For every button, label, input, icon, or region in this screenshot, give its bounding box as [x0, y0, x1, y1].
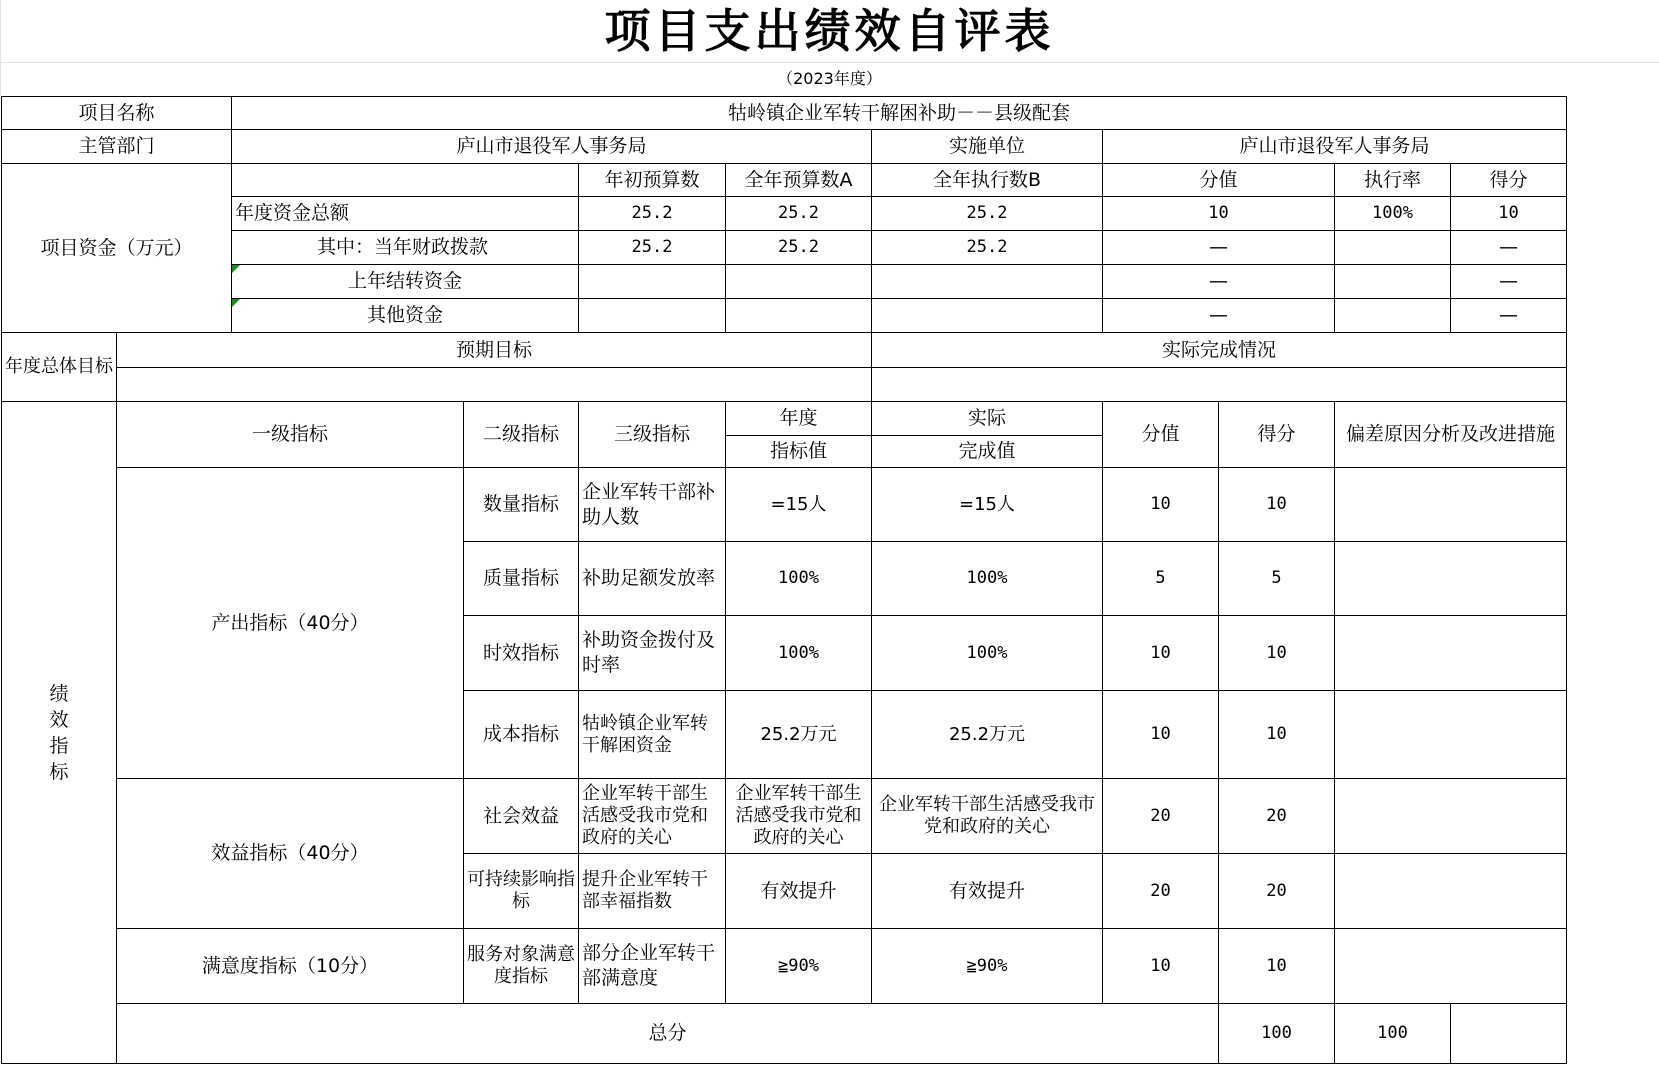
- dept-value[interactable]: 庐山市退役军人事务局: [232, 130, 872, 164]
- actual-result-header: 实际完成情况: [872, 333, 1567, 368]
- funds-row-carryover: [2, 265, 1567, 299]
- total-score-value[interactable]: 100: [1219, 1004, 1335, 1064]
- fund-item-exec[interactable]: 25.2: [872, 231, 1103, 265]
- project-name-row: [2, 97, 1567, 130]
- indicator-group-benefit: 效益指标（40分）: [117, 779, 464, 929]
- fund-item-rate[interactable]: [1335, 265, 1451, 299]
- indicator-score-value[interactable]: 20: [1103, 854, 1219, 929]
- report-year: （2023年度）: [777, 69, 882, 88]
- funds-label: 项目资金（万元）: [2, 164, 232, 333]
- project-name-value[interactable]: 牯岭镇企业军转干解困补助－－县级配套: [232, 97, 1567, 130]
- total-row: [2, 1004, 1567, 1064]
- funds-row-other: [2, 299, 1567, 333]
- indicator-score-value[interactable]: 10: [1103, 929, 1219, 1004]
- project-name-label: 项目名称: [2, 97, 232, 130]
- fund-item-score[interactable]: —: [1451, 299, 1567, 333]
- indicator-header-row: [2, 402, 1567, 436]
- indicator-level3: 部分企业军转干部满意度: [579, 929, 726, 1004]
- indicator-score[interactable]: 20: [1219, 854, 1335, 929]
- funds-header-exec: 全年执行数B: [872, 164, 1103, 197]
- fund-item-full[interactable]: [726, 265, 872, 299]
- level3-header: 三级指标: [579, 402, 726, 468]
- indicator-target[interactable]: 25.2万元: [726, 691, 872, 779]
- indicator-target[interactable]: ≧90%: [726, 929, 872, 1004]
- fund-item-rate[interactable]: [1335, 231, 1451, 265]
- level1-header: 一级指标: [117, 402, 464, 468]
- actual-value-header-bottom: 完成值: [872, 436, 1103, 468]
- fund-item-score[interactable]: —: [1451, 265, 1567, 299]
- indicator-deviation[interactable]: [1335, 542, 1567, 616]
- indicator-actual[interactable]: 25.2万元: [872, 691, 1103, 779]
- indicator-target[interactable]: 企业军转干部生活感受我市党和政府的关心: [726, 779, 872, 854]
- indicator-score-value[interactable]: 10: [1103, 616, 1219, 691]
- indicator-score-value[interactable]: 20: [1103, 779, 1219, 854]
- funds-header-score-value: 分值: [1103, 164, 1335, 197]
- expected-goal-content[interactable]: [117, 368, 872, 402]
- indicator-level2: 时效指标: [464, 616, 579, 691]
- fund-item-exec[interactable]: 25.2: [872, 197, 1103, 231]
- actual-value-header-top: 实际: [872, 402, 1103, 436]
- indicator-score[interactable]: 10: [1219, 616, 1335, 691]
- funds-row-appropriation: [2, 231, 1567, 265]
- fund-item-name: 其中：当年财政拨款: [232, 231, 579, 265]
- page-title: 项目支出绩效自评表: [0, 0, 1659, 63]
- indicator-level3: 牯岭镇企业军转干解困资金: [579, 691, 726, 779]
- indicator-row: [2, 779, 1567, 854]
- fund-item-rate[interactable]: [1335, 299, 1451, 333]
- actual-result-content[interactable]: [872, 368, 1567, 402]
- indicator-actual[interactable]: 100%: [872, 616, 1103, 691]
- indicator-score[interactable]: 20: [1219, 779, 1335, 854]
- indicator-level2: 社会效益: [464, 779, 579, 854]
- indicator-group-output: 产出指标（40分）: [117, 468, 464, 779]
- total-deviation[interactable]: [1451, 1004, 1567, 1064]
- fund-item-name: 上年结转资金: [232, 265, 579, 299]
- indicator-score[interactable]: 10: [1219, 691, 1335, 779]
- fund-item-name: 其他资金: [232, 299, 579, 333]
- indicator-level2: 服务对象满意度指标: [464, 929, 579, 1004]
- level2-header: 二级指标: [464, 402, 579, 468]
- indicator-score[interactable]: 10: [1219, 929, 1335, 1004]
- indicator-level3: 企业军转干部生活感受我市党和政府的关心: [579, 779, 726, 854]
- indicator-level2: 成本指标: [464, 691, 579, 779]
- department-row: [2, 130, 1567, 164]
- fund-item-init[interactable]: [579, 299, 726, 333]
- indicator-target[interactable]: =15人: [726, 468, 872, 542]
- funds-header-init: 年初预算数: [579, 164, 726, 197]
- indicator-score-value[interactable]: 5: [1103, 542, 1219, 616]
- indicator-level3: 补助资金拨付及时率: [579, 616, 726, 691]
- fund-item-exec[interactable]: [872, 299, 1103, 333]
- indicator-deviation[interactable]: [1335, 929, 1567, 1004]
- annual-target-header-bottom: 指标值: [726, 436, 872, 468]
- total-score[interactable]: 100: [1335, 1004, 1451, 1064]
- indicator-row: [2, 468, 1567, 542]
- indicator-level3: 提升企业军转干部幸福指数: [579, 854, 726, 929]
- indicator-deviation[interactable]: [1335, 854, 1567, 929]
- total-label: 总分: [117, 1004, 1219, 1064]
- fund-item-rate[interactable]: 100%: [1335, 197, 1451, 231]
- fund-item-name: 年度资金总额: [232, 197, 579, 231]
- indicator-group-satisfaction: 满意度指标（10分）: [117, 929, 464, 1004]
- fund-item-init[interactable]: 25.2: [579, 197, 726, 231]
- indicator-deviation[interactable]: [1335, 468, 1567, 542]
- indicator-level3: 补助足额发放率: [579, 542, 726, 616]
- indicator-level2: 数量指标: [464, 468, 579, 542]
- indicator-actual[interactable]: 100%: [872, 542, 1103, 616]
- deviation-header: 偏差原因分析及改进措施: [1335, 402, 1567, 468]
- fund-item-full[interactable]: 25.2: [726, 231, 872, 265]
- indicator-target[interactable]: 有效提升: [726, 854, 872, 929]
- indicator-level2: 可持续影响指标: [464, 854, 579, 929]
- fund-item-score-value[interactable]: —: [1103, 231, 1335, 265]
- expected-goal-header: 预期目标: [117, 333, 872, 368]
- indicator-actual[interactable]: =15人: [872, 468, 1103, 542]
- goals-header-row: [2, 333, 1567, 368]
- performance-indicators-label-text: 绩效指标: [49, 682, 69, 783]
- dept-label: 主管部门: [2, 130, 232, 164]
- fund-item-full[interactable]: 25.2: [726, 197, 872, 231]
- fund-item-score-value[interactable]: —: [1103, 299, 1335, 333]
- fund-item-init[interactable]: [579, 265, 726, 299]
- funds-header-score: 得分: [1451, 164, 1567, 197]
- funds-row-total: [2, 197, 1567, 231]
- goals-content-row: [2, 368, 1567, 402]
- indicator-row: [2, 929, 1567, 1004]
- fund-item-init[interactable]: 25.2: [579, 231, 726, 265]
- self-evaluation-table: [1, 96, 1567, 1064]
- fund-item-exec[interactable]: [872, 265, 1103, 299]
- funds-blank-header: [232, 164, 579, 197]
- indicator-actual[interactable]: 企业军转干部生活感受我市党和政府的关心: [872, 779, 1103, 854]
- indicator-deviation[interactable]: [1335, 691, 1567, 779]
- fund-item-score-value[interactable]: 10: [1103, 197, 1335, 231]
- indicator-deviation[interactable]: [1335, 779, 1567, 854]
- annual-target-header-top: 年度: [726, 402, 872, 436]
- indicator-actual[interactable]: 有效提升: [872, 854, 1103, 929]
- fund-item-score[interactable]: —: [1451, 231, 1567, 265]
- score-value-header: 分值: [1103, 402, 1219, 468]
- indicator-level2: 质量指标: [464, 542, 579, 616]
- fund-item-score-value[interactable]: —: [1103, 265, 1335, 299]
- fund-item-full[interactable]: [726, 299, 872, 333]
- impl-label: 实施单位: [872, 130, 1103, 164]
- funds-header-row: [2, 164, 1567, 197]
- indicator-score[interactable]: 5: [1219, 542, 1335, 616]
- indicator-deviation[interactable]: [1335, 616, 1567, 691]
- indicator-score[interactable]: 10: [1219, 468, 1335, 542]
- fund-item-score[interactable]: 10: [1451, 197, 1567, 231]
- indicator-level3: 企业军转干部补助人数: [579, 468, 726, 542]
- funds-header-full: 全年预算数A: [726, 164, 872, 197]
- funds-header-rate: 执行率: [1335, 164, 1451, 197]
- indicator-score-value[interactable]: 10: [1103, 691, 1219, 779]
- score-header: 得分: [1219, 402, 1335, 468]
- annual-goal-label: 年度总体目标: [2, 333, 117, 402]
- indicator-score-value[interactable]: 10: [1103, 468, 1219, 542]
- impl-value[interactable]: 庐山市退役军人事务局: [1103, 130, 1567, 164]
- performance-indicators-label: [2, 402, 117, 1064]
- indicator-target[interactable]: 100%: [726, 542, 872, 616]
- indicator-target[interactable]: 100%: [726, 616, 872, 691]
- indicator-actual[interactable]: ≧90%: [872, 929, 1103, 1004]
